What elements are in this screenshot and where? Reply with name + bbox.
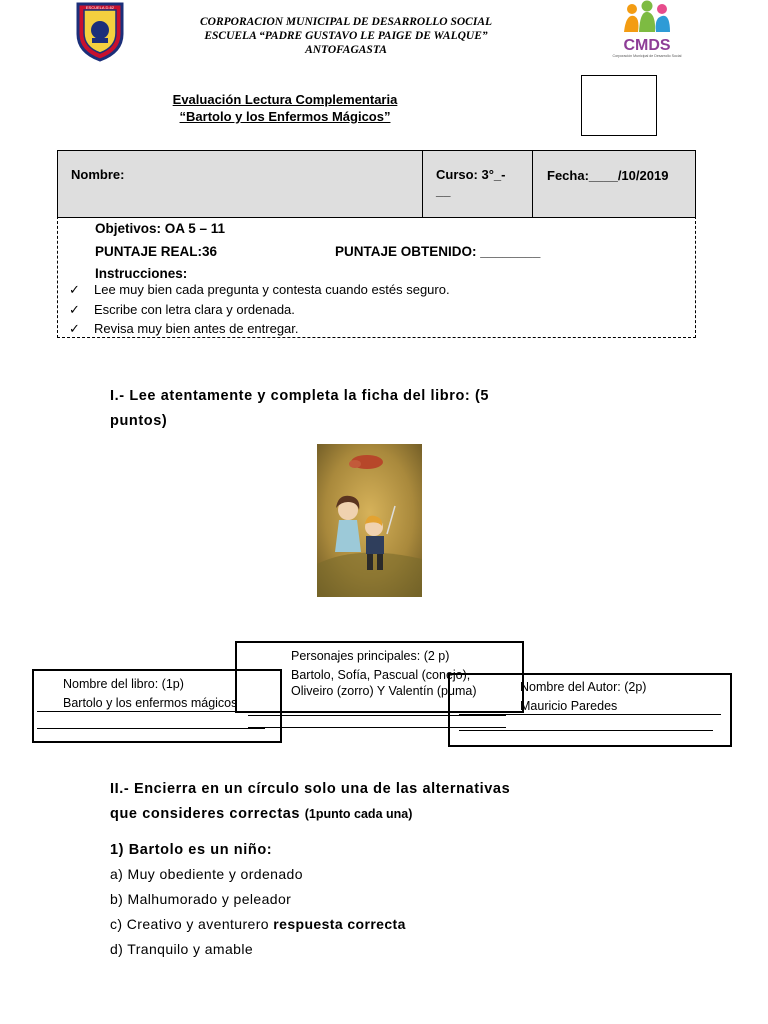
section-1-heading: I.- Lee atentamente y completa la ficha del libro: (5 puntos)	[110, 388, 490, 429]
section-2-points: (1punto cada una)	[304, 807, 413, 821]
book-cover-image	[317, 444, 422, 597]
answer-line	[37, 711, 263, 712]
name-label: Nombre:	[71, 167, 125, 182]
school-shield-logo	[74, 0, 126, 62]
student-info-table	[57, 150, 696, 218]
cmds-logo-text: CMDS	[623, 37, 671, 54]
answer-line	[248, 715, 506, 716]
characters-value-line-1[interactable]: Bartolo, Sofía, Pascual (conejo),	[291, 668, 471, 682]
check-icon: ✓	[69, 321, 80, 336]
real-score: PUNTAJE REAL:36	[95, 244, 218, 259]
evaluation-title	[120, 91, 450, 125]
answer-line	[459, 730, 713, 731]
book-name-label: Nombre del libro: (1p)	[63, 677, 184, 691]
check-icon: ✓	[69, 282, 80, 297]
author-value[interactable]: Mauricio Paredes	[520, 699, 618, 713]
institution-line-3: ANTOFAGASTA	[305, 44, 387, 56]
option-b[interactable]: b) Malhumorado y peleador	[110, 891, 292, 907]
instruction-item: ✓ Revisa muy bien antes de entregar.	[69, 321, 299, 336]
instruction-item: ✓ Escribe con letra clara y ordenada.	[69, 302, 295, 317]
question-1: 1) Bartolo es un niño:	[110, 842, 273, 858]
school-logo-text: ESCUELA D-62	[85, 5, 115, 10]
institution-line-1: CORPORACION MUNICIPAL DE DESARROLLO SOCIAL	[199, 16, 493, 28]
title-line-1: Evaluación Lectura Complementaria	[172, 92, 398, 107]
objectives-box	[57, 216, 696, 338]
answer-line	[248, 727, 506, 728]
option-a[interactable]: a) Muy obediente y ordenado	[110, 866, 303, 882]
correct-answer-note: respuesta correcta	[273, 916, 406, 932]
course-label-cont: __	[436, 183, 451, 198]
date-label: Fecha:____/10/2019	[547, 168, 669, 183]
course-cell[interactable]	[423, 151, 533, 217]
cmds-logo-subtext: Corporación Municipal de Desarrollo Social	[612, 54, 682, 58]
institution-header	[160, 15, 532, 57]
cmds-logo	[612, 0, 682, 66]
institution-line-2: ESCUELA “PADRE GUSTAVO LE PAIGE DE WALQUE”	[204, 30, 488, 42]
answer-line	[459, 714, 721, 715]
course-label: Curso: 3°_-	[436, 167, 506, 182]
instruction-item: ✓ Lee muy bien cada pregunta y contesta cuando estés seguro.	[69, 282, 450, 297]
option-d[interactable]: d) Tranquilo y amable	[110, 941, 254, 957]
author-label: Nombre del Autor: (2p)	[520, 680, 647, 694]
option-c[interactable]: c) Creativo y aventurero respuesta correcta	[110, 916, 406, 932]
obtained-score: PUNTAJE OBTENIDO: ________	[335, 244, 541, 259]
answer-line	[37, 728, 265, 729]
check-icon: ✓	[69, 302, 80, 317]
book-name-value[interactable]: Bartolo y los enfermos mágicos	[63, 696, 238, 710]
characters-label: Personajes principales: (2 p)	[291, 649, 450, 663]
section-2-heading: II.- Encierra en un círculo solo una de las alternativas que consideres correctas (1punto cada una)	[110, 781, 511, 822]
instructions-heading: Instrucciones:	[95, 266, 188, 281]
characters-value-line-2[interactable]: Oliveiro (zorro) Y Valentín (puma)	[291, 684, 477, 698]
objectives-text: Objetivos: OA 5 – 11	[95, 221, 226, 236]
score-box	[581, 75, 657, 136]
title-line-2: “Bartolo y los Enfermos Mágicos”	[179, 109, 391, 124]
date-cell[interactable]	[533, 151, 695, 217]
name-cell[interactable]	[58, 151, 423, 217]
